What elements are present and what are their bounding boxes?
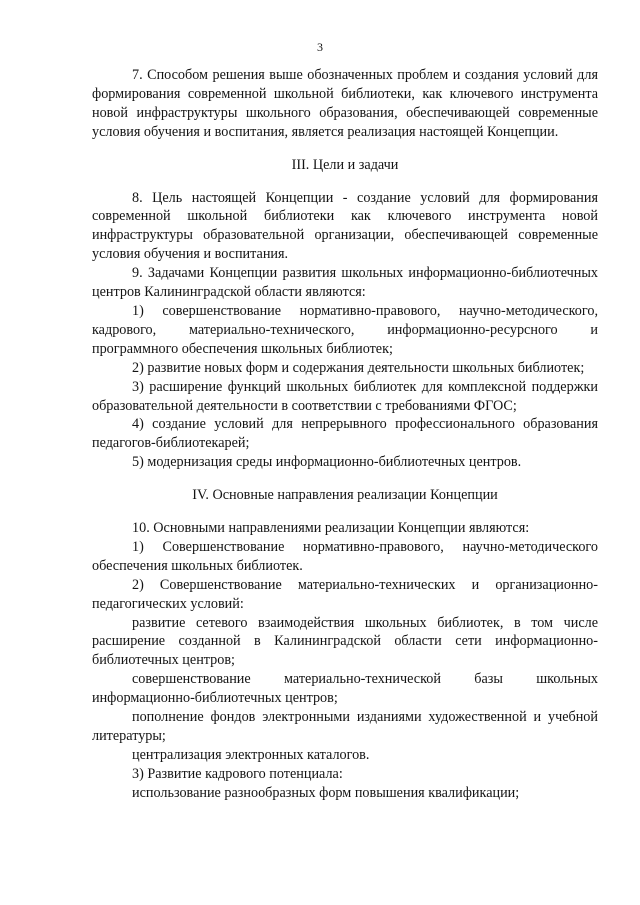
task-item-5: 5) модернизация среды информационно-библиотечных центров. <box>132 454 522 471</box>
paragraph-7: 7. Способом решения выше обозначенных проблем и создания условий для формирования современной школьной библиотеки, как ключевого инструмента новой инфраструктуры школьного образования, обеспечивающей современные условия обучения и воспитания, является реализация настоящей Концепции. <box>92 67 598 140</box>
document-body <box>92 66 598 803</box>
direction-2-item-1: развитие сетевого взаимодействия школьных библиотек, в том числе расширение созданной в Калининградской области сети информационно-библиотечных центров; <box>92 614 598 669</box>
task-item-4: 4) создание условий для непрерывного профессионального образования педагогов-библиотекарей; <box>92 416 598 452</box>
paragraph-9: 9. Задачами Концепции развития школьных информационно-библиотечных центров Калининградской области являются: <box>92 265 598 301</box>
task-item-3: 3) расширение функций школьных библиотек для комплексной поддержки образовательной деятельности в соответствии с требованиями ФГОС; <box>92 378 598 414</box>
direction-2-item-4: централизация электронных каталогов. <box>132 746 370 763</box>
direction-2: 2) Совершенствование материально-технических и организационно-педагогических условий: <box>92 576 598 612</box>
direction-3-item-1: использование разнообразных форм повышения квалификации; <box>132 784 520 801</box>
section-heading-3: III. Цели и задачи <box>291 156 399 173</box>
page-number: 3 <box>317 40 323 54</box>
task-item-2: 2) развитие новых форм и содержания деятельности школьных библиотек; <box>132 359 585 376</box>
direction-3: 3) Развитие кадрового потенциала: <box>132 765 343 782</box>
direction-1: 1) Совершенствование нормативно-правового, научно-методического обеспечения школьных библиотек. <box>92 538 598 574</box>
task-item-1: 1) совершенствование нормативно-правового, научно-методического, кадрового, материально-технического, информационно-ресурсного и программного обеспечения школьных библиотек; <box>92 302 598 357</box>
section-heading-4: IV. Основные направления реализации Концепции <box>192 487 498 504</box>
direction-2-item-2: совершенствование материально-технической базы школьных информационно-библиотечных центров; <box>92 671 598 707</box>
paragraph-10: 10. Основными направлениями реализации Концепции являются: <box>132 520 530 537</box>
paragraph-8: 8. Цель настоящей Концепции - создание условий для формирования современной школьной библиотеки как ключевого инструмента новой инфраструктуры образовательной организации, обеспечивающей современные условия обучения и воспитания. <box>92 189 598 263</box>
direction-2-item-3: пополнение фондов электронными изданиями художественной и учебной литературы; <box>92 709 598 744</box>
